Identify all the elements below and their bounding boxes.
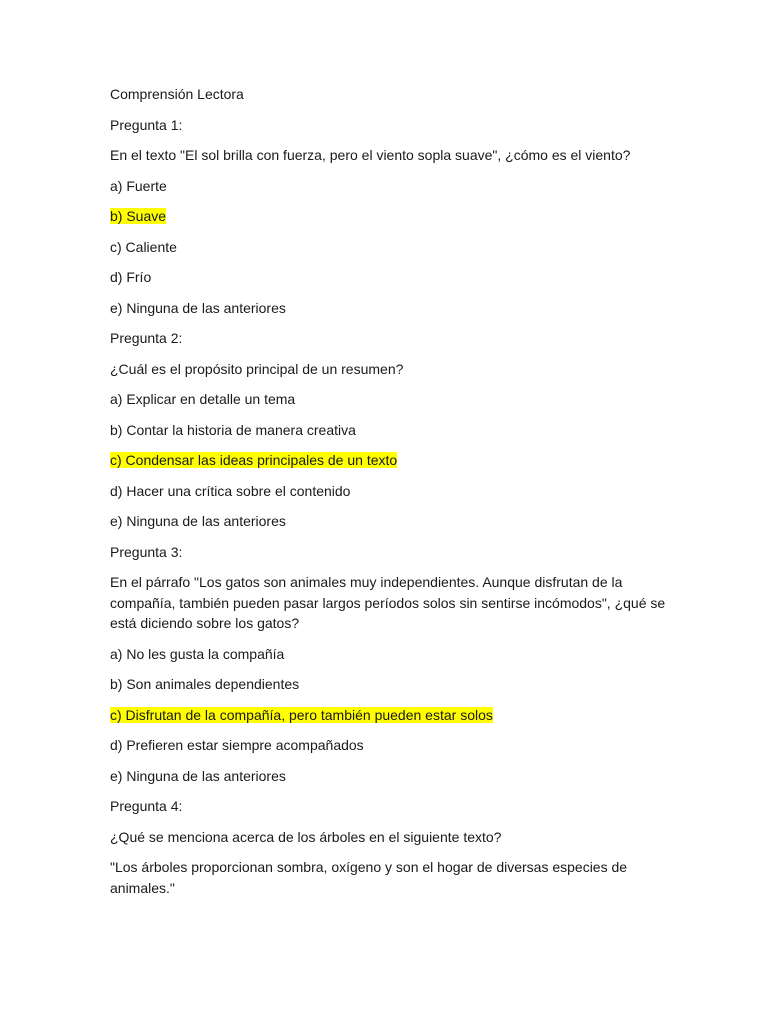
question-2-option-d [110, 481, 670, 502]
question-1-option-d [110, 267, 670, 288]
option-text: a) Fuerte [110, 177, 167, 194]
question-1-option-c [110, 237, 670, 258]
option-text: b) Son animales dependientes [110, 676, 300, 692]
question-3-option-c [110, 705, 670, 726]
option-text-highlighted: c) Disfrutan de la compañía, pero también pueden estar solos [110, 706, 493, 723]
question-1-prompt: En el texto "El sol brilla con fuerza, pero el viento sopla suave", ¿cómo es el viento? [110, 147, 631, 163]
option-text: d) Prefieren estar siempre acompañados [110, 737, 364, 753]
question-2-option-a [110, 389, 670, 410]
option-text: e) Ninguna de las anteriores [110, 513, 286, 529]
option-text: a) No les gusta la compañía [110, 645, 285, 662]
option-text: e) Ninguna de las anteriores [110, 767, 286, 784]
option-text: c) Caliente [110, 238, 177, 255]
document-page [110, 84, 670, 908]
question-2-option-b [110, 420, 670, 441]
question-3-option-e [110, 766, 670, 787]
question-1-label: Pregunta 1: [110, 116, 183, 133]
question-3-label: Pregunta 3: [110, 543, 183, 560]
question-3-option-d [110, 735, 670, 756]
option-text: a) Explicar en detalle un tema [110, 391, 296, 407]
question-2-option-c [110, 450, 670, 471]
question-4-label: Pregunta 4: [110, 798, 183, 814]
question-3-option-a [110, 644, 670, 665]
option-text: b) Contar la historia de manera creativa [110, 421, 356, 438]
question-3-option-b [110, 674, 670, 695]
option-text: d) Hacer una crítica sobre el contenido [110, 482, 351, 499]
question-1-option-b [110, 206, 670, 227]
question-1-option-a [110, 176, 670, 197]
document-title: Comprensión Lectora [110, 86, 244, 102]
option-text-highlighted: b) Suave [110, 208, 167, 224]
question-4-prompt: ¿Qué se menciona acerca de los árboles en el siguiente texto? [110, 828, 502, 845]
question-2-option-e [110, 511, 670, 532]
question-3-prompt: En el párrafo "Los gatos son animales muy independientes. Aunque disfrutan de la compañía, también pueden pasar largos períodos solos sin sentirse incómodos", ¿qué se está diciendo sobre los gatos? [110, 574, 666, 631]
option-text: d) Frío [110, 269, 152, 285]
question-4-quote: "Los árboles proporcionan sombra, oxígeno y son el hogar de diversas especies de animales." [110, 859, 628, 896]
question-2-label: Pregunta 2: [110, 330, 183, 346]
option-text: e) Ninguna de las anteriores [110, 299, 286, 316]
option-text-highlighted: c) Condensar las ideas principales de un texto [110, 452, 398, 468]
question-1-option-e [110, 298, 670, 319]
question-2-prompt: ¿Cuál es el propósito principal de un resumen? [110, 360, 404, 377]
